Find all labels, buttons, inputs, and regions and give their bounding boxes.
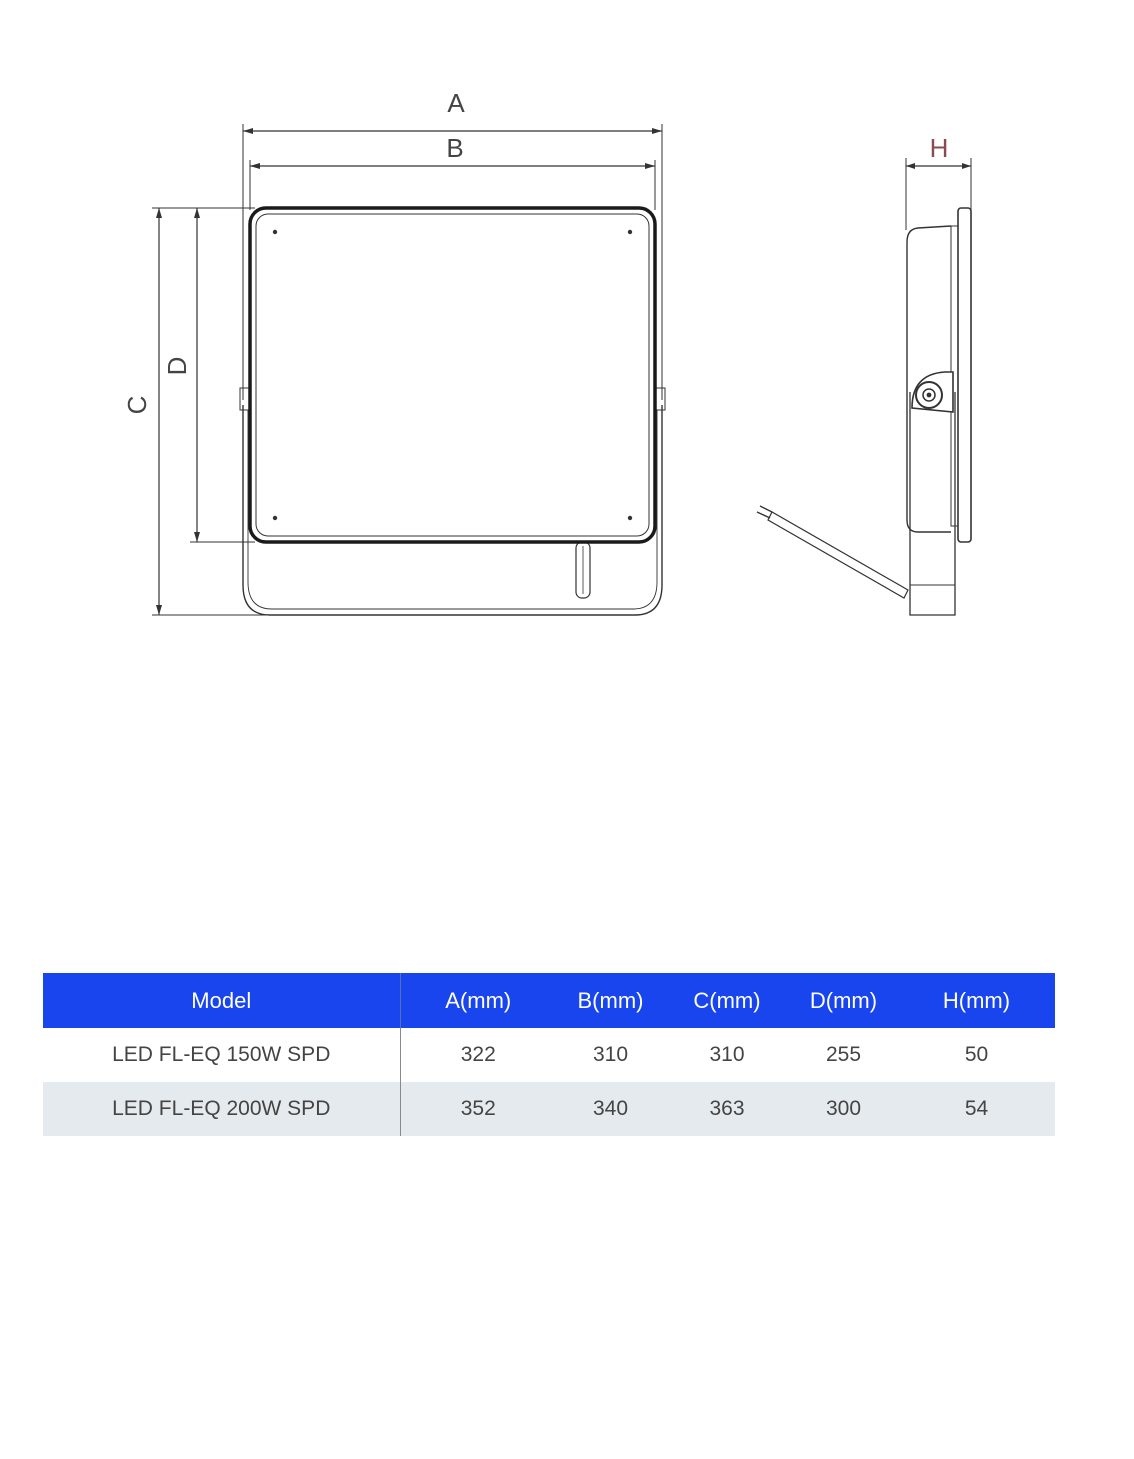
cell-h: 50	[964, 1043, 989, 1066]
lamp-panel-outer	[250, 208, 655, 542]
cell-c: 310	[709, 1043, 745, 1066]
cell-c: 363	[665, 1082, 789, 1136]
cell-b: 310	[592, 1043, 629, 1066]
cell-a: 322	[460, 1043, 496, 1066]
header-h: H(mm)	[898, 973, 1055, 1028]
dimension-label-b: B	[446, 133, 464, 163]
header-b: B(mm)	[556, 973, 665, 1028]
dimension-label-a: A	[447, 88, 465, 118]
lamp-panel-inner	[256, 214, 649, 536]
table-header-row	[43, 973, 1055, 1028]
header-d: D(mm)	[789, 973, 898, 1028]
power-cable	[768, 512, 908, 598]
table-row	[43, 1082, 1055, 1136]
side-front-plate	[958, 208, 971, 542]
dimensions-table	[43, 973, 1055, 1136]
technical-drawing	[0, 0, 1134, 660]
cell-h: 54	[898, 1082, 1055, 1136]
header-c: C(mm)	[665, 973, 789, 1028]
header-model: Model	[43, 973, 400, 1028]
front-view	[152, 124, 665, 615]
dimension-label-h: H	[929, 133, 949, 163]
side-view	[757, 158, 971, 615]
table-row	[43, 1028, 1055, 1082]
cell-b: 340	[556, 1082, 665, 1136]
dimension-label-c: C	[122, 395, 152, 415]
cell-model: LED FL-EQ 150W SPD	[43, 1028, 400, 1082]
cell-d: 300	[789, 1082, 898, 1136]
cell-a: 352	[400, 1082, 556, 1136]
header-a: A(mm)	[400, 973, 556, 1028]
side-bracket	[910, 392, 955, 615]
dimension-label-d: D	[162, 356, 192, 376]
cell-model: LED FL-EQ 200W SPD	[43, 1082, 400, 1136]
cell-d: 255	[825, 1043, 862, 1066]
mounting-bracket	[243, 405, 662, 615]
